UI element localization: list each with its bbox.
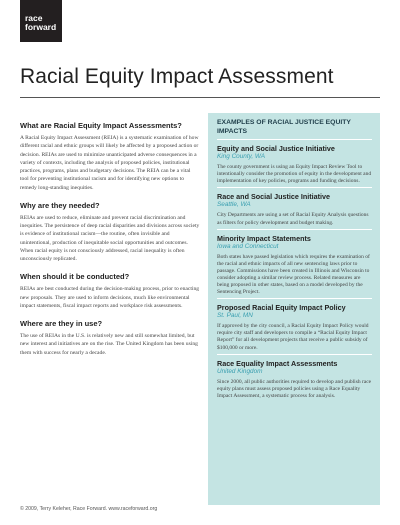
title-divider [20,97,380,98]
example-location: United Kingdom [217,367,263,375]
example-iowa-connecticut [217,234,372,297]
example-king-county [217,144,372,185]
section-heading: When should it be conducted? [20,272,130,282]
example-title: Equity and Social Justice Initiative [217,144,335,154]
sidebar-divider [217,139,372,140]
examples-sidebar [208,113,380,505]
sidebar-divider [217,354,372,355]
sidebar-divider [217,298,372,299]
example-title: Race Equality Impact Assessments [217,358,338,368]
logo-line-1: race [25,13,43,23]
example-seattle [217,192,372,226]
section-what [20,121,200,192]
section-heading: Where are they in use? [20,319,103,328]
section-when [20,272,200,310]
race-forward-logo [20,0,62,42]
example-body: Since 2000, all public authorities required to develop and publish race equity plans must assess proposed policies using a Race Equality Impact Assessment, a systematic process for analysis. [217,378,372,399]
sidebar-divider [217,229,372,230]
example-title: Proposed Racial Equity Impact Policy [217,303,346,313]
section-body: The use of REIAs in the U.S. is relatively new and still somewhat limited, but new interest and initiatives are on the rise. The United Kingdom has been using them with success for nearly a decade. [20,333,198,356]
section-body: A Racial Equity Impact Assessment (REIA) is a systematic examination of how different racial and ethnic groups will likely be affected by a proposed action or decision. REIAs are used to minimize unanticipated adverse consequences in a variety of contexts, including the analysis of proposed policies, institutional practices, programs, plans and budgetary decisions. The REIA can be a vital tool for preventing institutional racism and for identifying new options to remedy long-standing inequities. [20,135,199,191]
example-body: The county government is using an Equity Impact Review Tool to intentionally consider the promotion of equity in the development and implementation of key policies, programs and funding decisions. [217,164,372,185]
page-title: Racial Equity Impact Assessment [20,65,334,88]
example-body: City Departments are using a set of Racial Equity Analysis questions as filters for policy development and budget making. [217,212,369,226]
example-location: Seattle, WA [217,201,251,209]
section-why [20,201,200,264]
section-body: REIAs are best conducted during the decision-making process, prior to enacting new proposals. They are used to inform decisions, much like environmental impact statements, fiscal impact reports and workplace risk assessments. [20,286,200,309]
section-heading: What are Racial Equity Impact Assessments? [20,121,182,130]
main-column [20,121,200,366]
example-title: Race and Social Justice Initiative [217,192,331,202]
example-body: If approved by the city council, a Racial Equity Impact Policy would require city staff and developers to compile a “Racial Equity Impact Report” for all development projects that receive a public subsidy of $100,000 or more. [217,323,369,351]
section-heading: Why are they needed? [20,200,100,210]
example-st-paul [217,303,372,351]
example-title: Minority Impact Statements [217,233,311,243]
logo-line-2: forward [25,22,57,32]
sidebar-heading: EXAMPLES OF RACIAL JUSTICE EQUITY IMPACTS [217,119,351,135]
footer-copyright: © 2009, Terry Keleher, Race Forward. www.raceforward.org [20,506,158,512]
example-location: St. Paul, MN [217,312,253,320]
section-body: REIAs are used to reduce, eliminate and prevent racial discrimination and inequities. The persistence of deep racial disparities and divisions across society is evidence of institutional racism—the routine, often invisible and unintentional, production of inequitable social opportunities and outcomes. When racial equity is not consciously addressed, racial inequality is often unconsciously replicated. [20,214,200,262]
sidebar-divider [217,187,372,188]
example-location: Iowa and Connecticut [217,242,279,250]
section-where [20,319,200,357]
example-body: Both states have passed legislation which requires the examination of the racial and ethnic impacts of all new sentencing laws prior to passage. Commissions have been created in Illinois and Wisconsin to consider adopting a similar review process. Related measures are being proposed in other states, based on a model developed by the Sentencing Project. [217,253,370,296]
example-location: King County, WA [217,153,266,161]
example-united-kingdom [217,359,372,400]
